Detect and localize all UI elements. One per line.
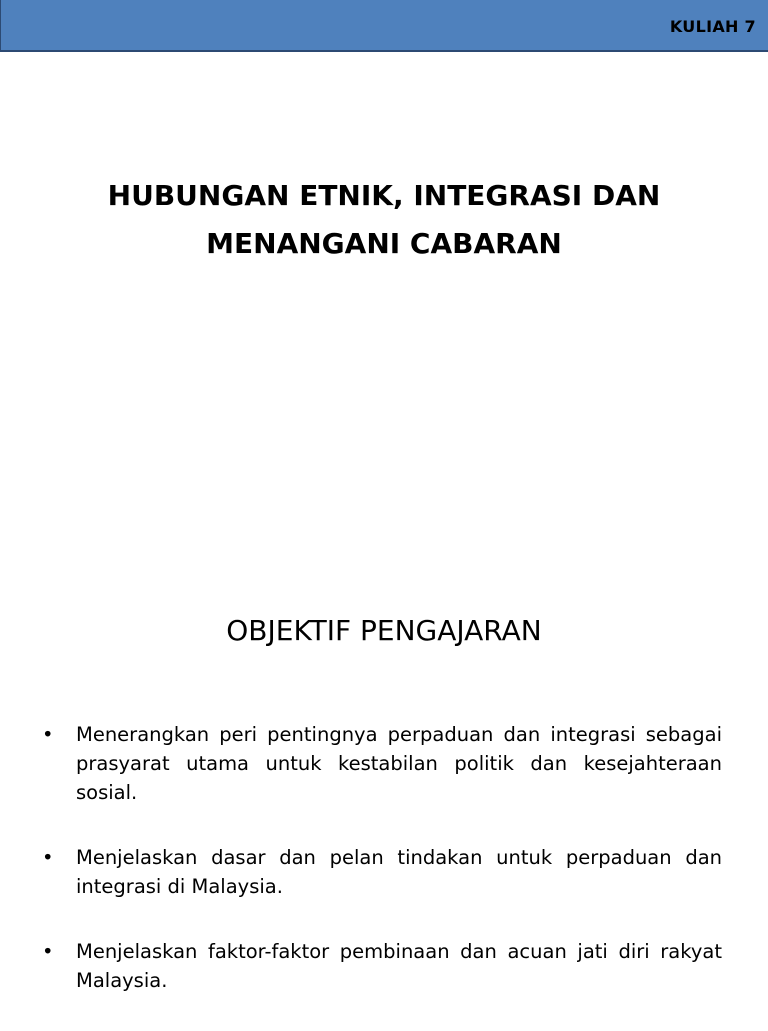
bullet-icon: • xyxy=(42,723,54,746)
list-item xyxy=(40,720,722,807)
header-bar xyxy=(0,0,768,52)
bullet-icon: • xyxy=(42,940,54,963)
section-heading: OBJEKTIF PENGAJARAN xyxy=(226,614,542,647)
list-item xyxy=(40,843,722,901)
list-item xyxy=(40,937,722,995)
bullet-icon: • xyxy=(42,846,54,869)
objective-text: Menerangkan peri pentingnya perpaduan dan integrasi sebagai prasyarat utama untuk kestabilan politik dan kesejahteraan sosial. xyxy=(76,723,722,804)
title-line-1: HUBUNGAN ETNIK, INTEGRASI DAN xyxy=(107,179,661,212)
lecture-number-label: KULIAH 7 xyxy=(669,17,756,36)
objective-text: Menjelaskan dasar dan pelan tindakan untuk perpaduan dan integrasi di Malaysia. xyxy=(76,846,722,898)
title-line-2: MENANGANI CABARAN xyxy=(206,227,562,260)
page-title xyxy=(64,172,704,268)
objective-text: Menjelaskan faktor-faktor pembinaan dan acuan jati diri rakyat Malaysia. xyxy=(76,940,722,992)
objectives-list xyxy=(40,720,722,1031)
